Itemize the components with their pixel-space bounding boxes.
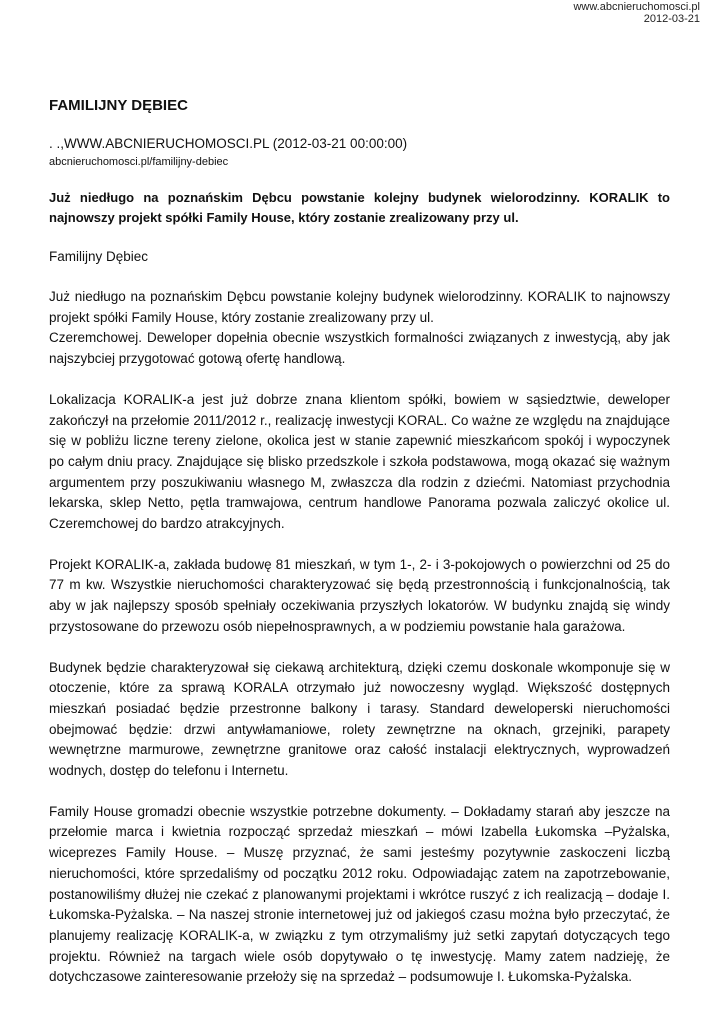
header-site: www.abcnieruchomosci.pl — [573, 1, 700, 13]
paragraph-1-line-1: Już niedługo na poznańskim Dębcu powstanie kolejny budynek wielorodzinny. KORALIK to najnowszy projekt spółki Family House, który zostanie zrealizowany przy ul. — [49, 289, 670, 325]
paragraph-1-line-2: Czeremchowej. Deweloper dopełnia obecnie wszystkich formalności związanych z inwestycją, aby jak najszybciej przygotować gotową ofertę handlową. — [49, 330, 670, 367]
article-source: . .,WWW.ABCNIERUCHOMOSCI.PL (2012-03-21 00:00:00) — [49, 136, 408, 151]
article-title: FAMILIJNY DĘBIEC — [49, 97, 188, 114]
article — [49, 96, 670, 988]
paragraph-1 — [49, 287, 670, 370]
article-lead: Już niedługo na poznańskim Dębcu powstanie kolejny budynek wielorodzinny. KORALIK to najnowszy projekt spółki Family House, który zostanie zrealizowany przy ul. — [49, 190, 670, 225]
article-subtitle: Familijny Dębiec — [49, 249, 149, 264]
paragraph-2: Lokalizacja KORALIK-a jest już dobrze znana klientom spółki, bowiem w sąsiedztwie, deweloper zakończył na przełomie 2011/2012 r., realizację inwestycji KORAL. Co ważne ze względu na znajdujące się w pobliżu liczne tereny zielone, okolica jest w stanie zapewnić mieszkańcom spokój i wypoczynek po całym dniu pracy. Znajdujące się blisko przedszkole i szkoła podstawowa, mogą okazać się ważnym argumentem przy poszukiwaniu własnego M, zwłaszcza dla rodzin z dziećmi. Natomiast przychodnia lekarska, sklep Netto, pętla tramwajowa, centrum handlowe Panorama pozwala zaliczyć okolice ul. Czeremchowej do bardzo atrakcyjnych. — [49, 391, 670, 532]
paragraph-4: Budynek będzie charakteryzował się ciekawą architekturą, dzięki czemu doskonale wkomponuje się w otoczenie, które za sprawą KORALA otrzymało już nowoczesny wygląd. Większość dostępnych mieszkań posiadać będzie przestronne balkony i tarasy. Standard deweloperski nieruchomości obejmować będzie: drzwi antywłamaniowe, rolety zewnętrzne na oknach, grzejniki, parapety wewnętrzne marmurowe, zewnętrzne granitowe oraz całość instalacji elektrycznych, wyprowadzeń wodnych, dostęp do telefonu i Internetu. — [49, 659, 670, 779]
page-header — [573, 1, 700, 25]
header-date: 2012-03-21 — [643, 13, 700, 25]
paragraph-3: Projekt KORALIK-a, zakłada budowę 81 mieszkań, w tym 1-, 2- i 3-pokojowych o powierzchni od 25 do 77 m kw. Wszystkie nieruchomości charakteryzować się będą przestronnością i funkcjonalnością, tak aby w jak najlepszy sposób spełniały oczekiwania przyszłych lokatorów. W budynku znajdą się windy przystosowane do przewozu osób niepełnosprawnych, a w podziemiu powstanie hala garażowa. — [49, 556, 670, 634]
article-url: abcnieruchomosci.pl/familijny-debiec — [49, 156, 229, 168]
paragraph-5: Family House gromadzi obecnie wszystkie potrzebne dokumenty. – Dokładamy starań aby jeszcze na przełomie marca i kwietnia rozpocząć sprzedaż mieszkań – mówi Izabella Łukomska –Pyżalska, wiceprezes Family House. – Muszę przyznać, że sami jesteśmy pozytywnie zaskoczeni liczbą nieruchomości, które sprzedaliśmy od początku 2012 roku. Odpowiadając zatem na zapotrzebowanie, postanowiliśmy dłużej nie czekać z planowanymi projektami i wkrótce ruszyć z ich realizacją – dodaje I. Łukomska-Pyżalska. – Na naszej stronie internetowej już od jakiegoś czasu można było przeczytać, że planujemy realizację KORALIK-a, w związku z tym otrzymaliśmy już setki zapytań dotyczących tego projektu. Również na targach wiele osób dopytywało o tę inwestycję. Mamy zatem nadzieję, że dotychczasowe zainteresowanie przełoży się na sprzedaż – podsumowuje I. Łukomska-Pyżalska. — [49, 803, 670, 985]
